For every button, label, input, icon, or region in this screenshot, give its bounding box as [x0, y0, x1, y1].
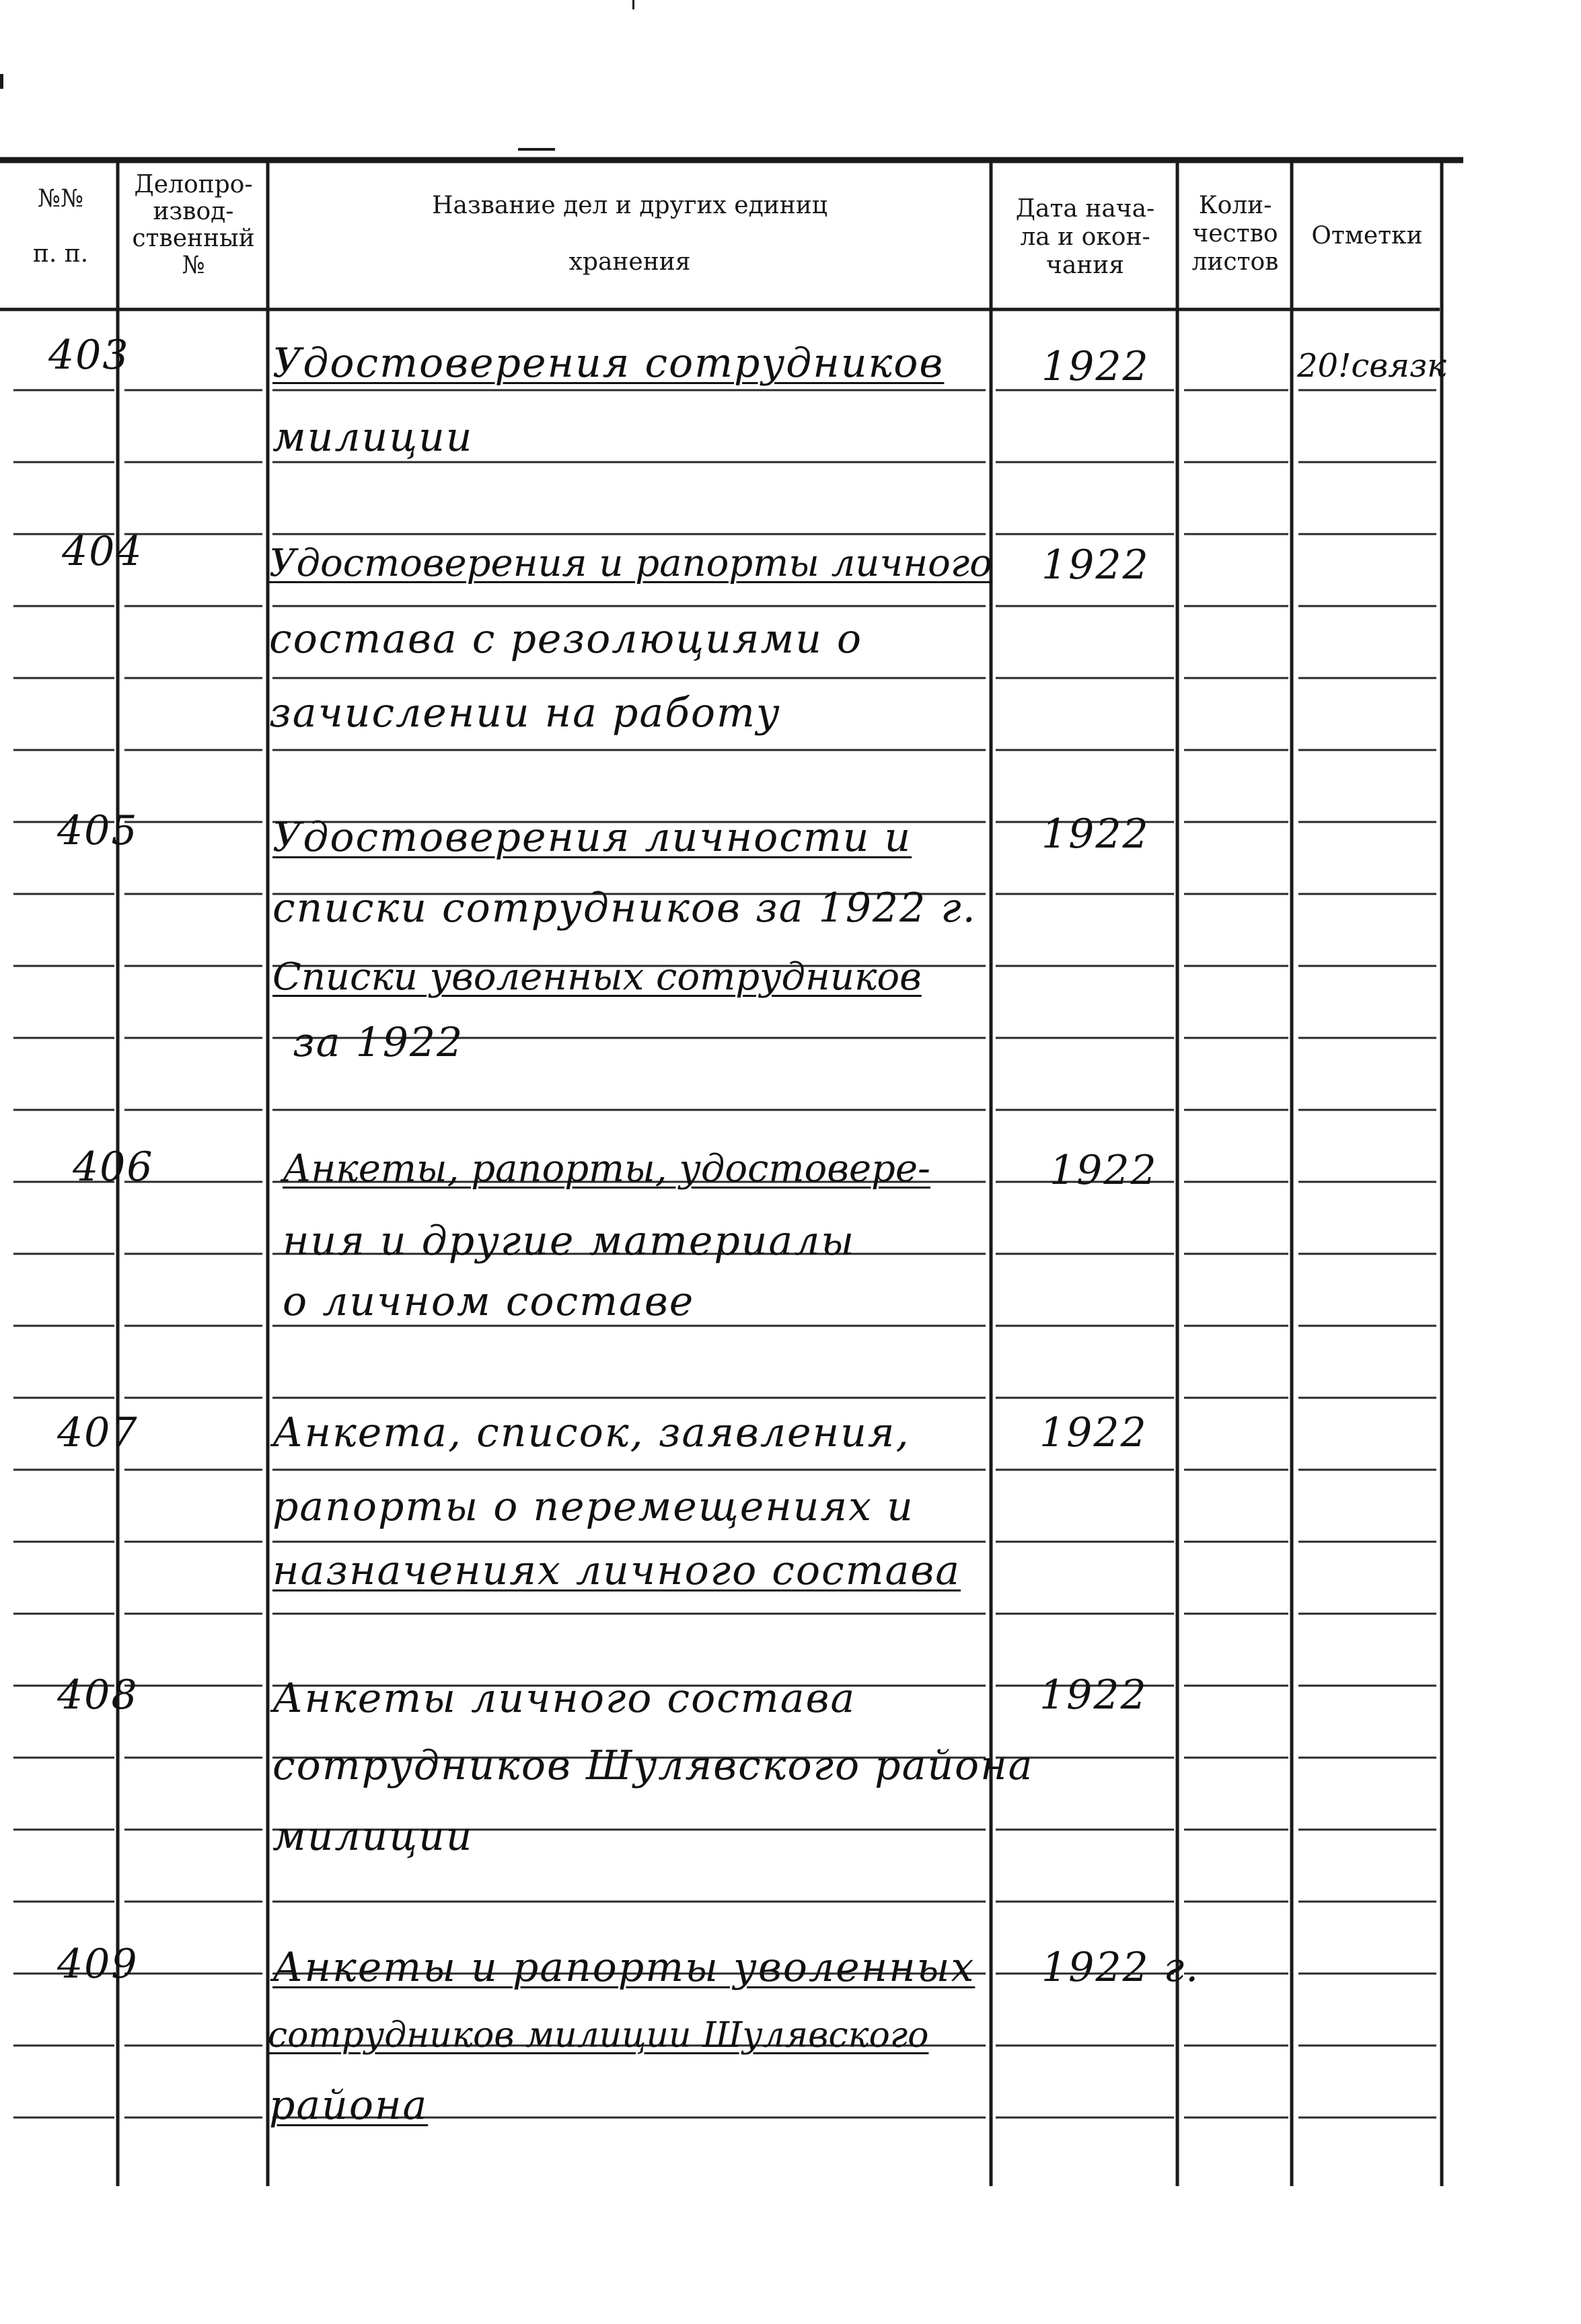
header-col-office-number	[121, 172, 266, 279]
header-col-title	[270, 192, 989, 276]
header-col-number-line1: №№	[37, 185, 84, 213]
header-col-sheets	[1180, 192, 1290, 276]
header-col-notes	[1294, 222, 1440, 250]
entry-408-date: 1922	[1039, 1672, 1148, 1719]
header-col-dates-line3: чания	[1046, 252, 1124, 279]
entry-405-title-line2: списки сотрудников за 1922 г.	[272, 885, 977, 932]
entry-405-date: 1922	[1041, 811, 1150, 858]
entry-408-title-line1: Анкеты личного состава	[272, 1675, 856, 1722]
entry-403-note: 20!связк	[1297, 347, 1446, 385]
header-col-office-line1: Делопро-	[134, 171, 253, 198]
header-col-dates	[994, 195, 1176, 280]
entry-407-title-line3: назначениях личного состава	[272, 1547, 961, 1594]
entry-406-title-line3: о личном составе	[283, 1278, 695, 1325]
entry-403-number: 403	[48, 332, 130, 379]
header-col-sheets-line2: чество	[1192, 220, 1278, 248]
entry-406-date: 1922	[1050, 1147, 1158, 1194]
header-col-notes-label: Отметки	[1311, 222, 1423, 250]
entry-405-title-line3: Списки уволенных сотрудников	[272, 955, 922, 999]
entry-409-date: 1922 г.	[1041, 1944, 1200, 1991]
header-col-office-line4: №	[182, 252, 205, 279]
entry-403-title-line2: милиции	[272, 414, 474, 461]
entry-406-number: 406	[73, 1144, 154, 1191]
entry-404-date: 1922	[1041, 541, 1150, 589]
stray-mark-left	[0, 74, 3, 89]
header-col-dates-line1: Дата нача-	[1015, 195, 1155, 223]
entry-409-number: 409	[57, 1941, 139, 1988]
entry-404-title-line1: Удостоверения и рапорты личного	[269, 541, 992, 585]
header-col-title-line2: хранения	[568, 248, 691, 276]
entry-409-title-line3: района	[269, 2082, 429, 2129]
header-col-number-line2: п. п.	[32, 240, 89, 268]
header-col-sheets-line1: Коли-	[1198, 192, 1272, 219]
entry-406-title-line1: Анкеты, рапорты, удостовере-	[283, 1147, 930, 1191]
entry-407-number: 407	[57, 1409, 139, 1456]
stray-mark-header	[518, 148, 555, 151]
header-col-office-line2: извод-	[153, 198, 234, 225]
header-col-office-line3: ственный	[132, 225, 255, 252]
entry-407-title-line1: Анкета, список, заявления,	[272, 1409, 910, 1456]
entry-403-title-line1: Удостоверения сотрудников	[272, 340, 945, 387]
entry-408-number: 408	[57, 1672, 139, 1719]
header-col-dates-line2: ла и окон-	[1020, 223, 1150, 251]
entry-406-title-line2: ния и другие материалы	[283, 1217, 856, 1265]
entry-403-date: 1922	[1041, 343, 1150, 390]
entry-409-title-line2: сотрудников милиции Шулявского	[268, 2015, 929, 2056]
entry-405-title-line1: Удостоверения личности и	[272, 814, 912, 861]
entry-409-title-line1: Анкеты и рапорты уволенных	[272, 1944, 976, 1991]
entry-407-title-line2: рапорты о перемещениях и	[272, 1483, 914, 1530]
entry-407-date: 1922	[1039, 1409, 1148, 1456]
entry-408-title-line3: милиции	[272, 1813, 474, 1860]
entry-404-title-line2: состава с резолюциями о	[269, 615, 863, 663]
entry-404-title-line3: зачислении на работу	[269, 689, 781, 737]
header-col-title-line1: Название дел и других единиц	[432, 192, 828, 219]
stray-mark-top	[632, 0, 634, 9]
entry-405-number: 405	[57, 807, 139, 854]
header-col-number	[7, 185, 114, 268]
header-col-sheets-line3: листов	[1191, 248, 1279, 276]
entry-404-number: 404	[62, 528, 143, 575]
entry-405-title-line4: за 1922	[293, 1019, 464, 1066]
entry-408-title-line2: сотрудников Шулявского района	[272, 1742, 1034, 1789]
